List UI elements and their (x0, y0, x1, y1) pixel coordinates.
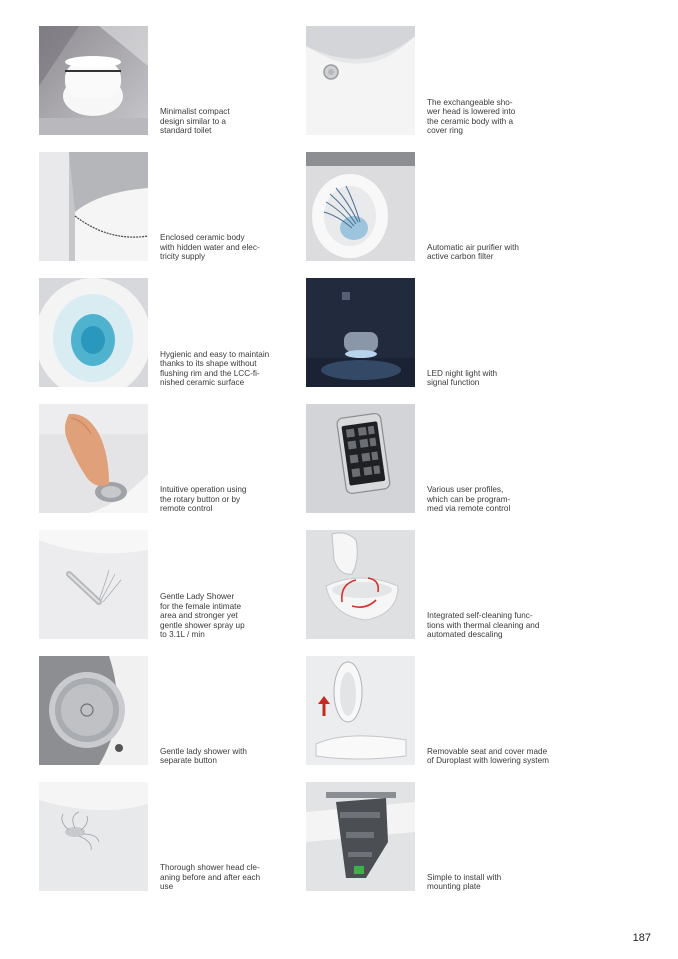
feature-hygienic-rimless (39, 278, 299, 388)
feature-compact-design (39, 26, 299, 136)
feature-enclosed-body (39, 152, 299, 262)
wall-hung-toilet-image (39, 26, 148, 135)
ceramic-body-side-image (39, 152, 148, 261)
feature-lady-shower-button (39, 656, 299, 766)
feature-air-purifier (306, 152, 566, 262)
air-purifier-bowl-image (306, 152, 415, 261)
feature-caption: Minimalist compact design similar to a standard toilet (160, 107, 230, 136)
feature-caption: Removable seat and cover made of Duroplast with lowering system (427, 746, 549, 766)
remote-control-image (306, 404, 415, 513)
feature-caption: Intuitive operation using the rotary button or by remote control (160, 485, 247, 514)
feature-caption: The exchangeable sho- wer head is lowered into the ceramic body with a cover ring (427, 97, 516, 136)
self-cleaning-image (306, 530, 415, 639)
feature-removable-seat (306, 656, 566, 766)
page-number: 187 (632, 932, 651, 944)
feature-caption: Automatic air purifier with active carbon filter (427, 242, 519, 262)
mounting-plate-image (306, 782, 415, 891)
shower-head-cleaning-image (39, 782, 148, 891)
feature-lady-shower (39, 530, 299, 640)
night-light-image (306, 278, 415, 387)
feature-caption: Gentle lady shower with separate button (160, 746, 247, 766)
feature-caption: Thorough shower head cle- aning before and after each use (160, 863, 261, 892)
rimless-bowl-image (39, 278, 148, 387)
feature-shower-head (306, 26, 566, 136)
feature-caption: Gentle Lady Shower for the female intimate area and stronger yet gentle shower spray up to 3.1L / min (160, 592, 245, 640)
feature-caption: Enclosed ceramic body with hidden water and elec- tricity supply (160, 233, 260, 262)
feature-caption: Hygienic and easy to maintain thanks to its shape without flushing rim and the LCC-fi- nished ceramic surface (160, 349, 270, 388)
feature-caption: Simple to install with mounting plate (427, 872, 502, 892)
removable-seat-image (306, 656, 415, 765)
feature-night-light (306, 278, 566, 388)
feature-mounting-plate (306, 782, 566, 892)
feature-self-cleaning (306, 530, 566, 640)
rotary-button-hand-image (39, 404, 148, 513)
shower-head-closeup-image (306, 26, 415, 135)
feature-caption: Integrated self-cleaning func- tions with thermal cleaning and automated descaling (427, 611, 540, 640)
feature-caption: LED night light with signal function (427, 368, 498, 388)
feature-caption: Various user profiles, which can be program- med via remote control (427, 485, 511, 514)
lady-shower-spray-image (39, 530, 148, 639)
feature-shower-head-cleaning (39, 782, 299, 892)
feature-user-profiles (306, 404, 566, 514)
feature-rotary-button (39, 404, 299, 514)
lady-shower-button-image (39, 656, 148, 765)
